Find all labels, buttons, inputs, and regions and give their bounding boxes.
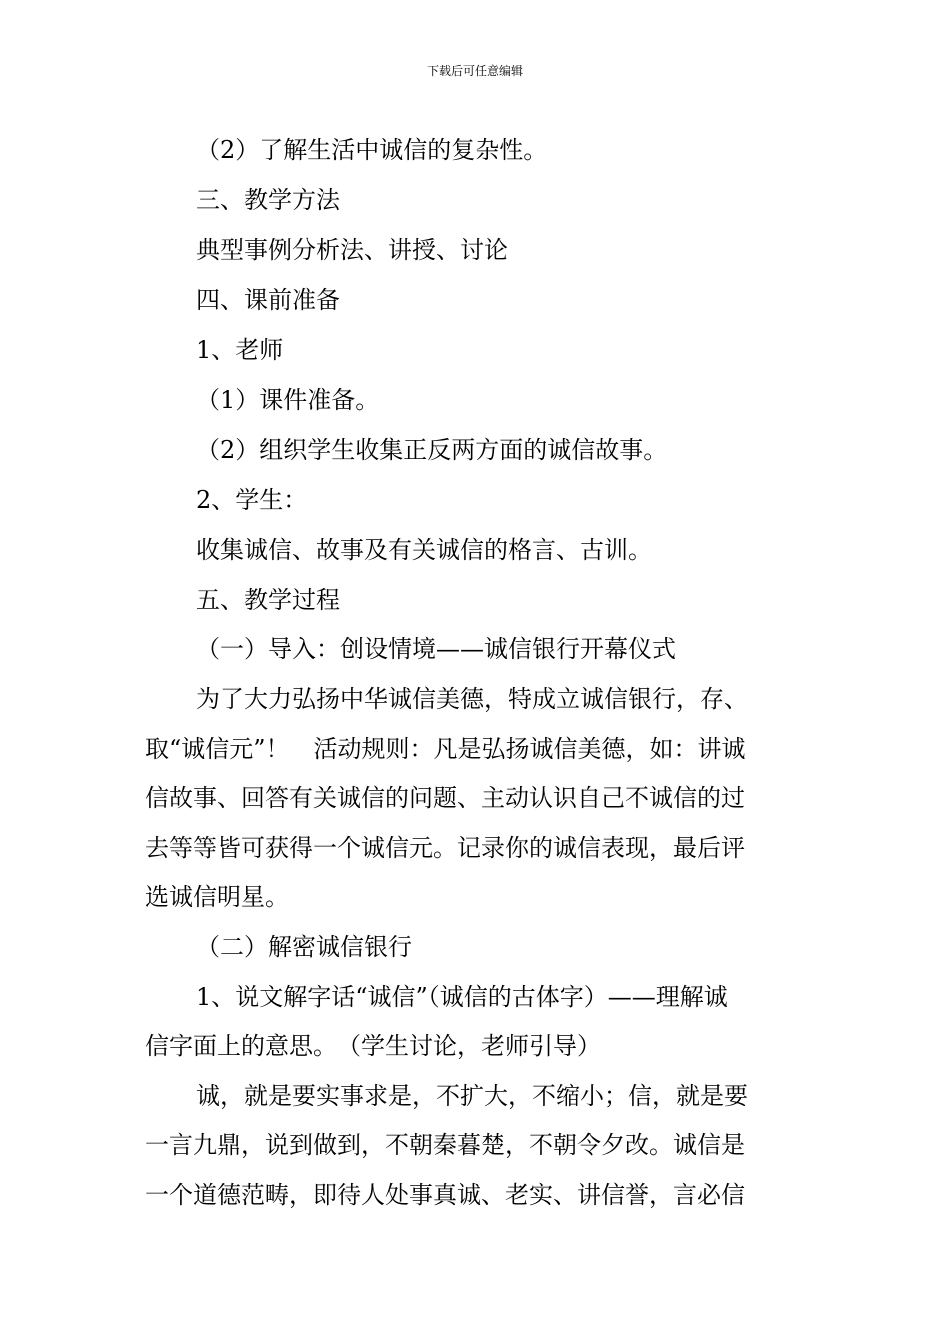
paragraph-line: 诚，就是要实事求是，不扩大，不缩小；信，就是要 bbox=[196, 1082, 748, 1110]
page-header: 下载后可任意编辑 bbox=[426, 64, 523, 78]
paragraph-line: 一个道德范畴，即待人处事真诚、老实、讲信誉，言必信 bbox=[145, 1181, 745, 1209]
paragraph-line: 取“诚信元”！ 活动规则：凡是弘扬诚信美德，如：讲诚 bbox=[145, 735, 746, 763]
text-line: 收集诚信、故事及有关诚信的格言、古训。 bbox=[196, 536, 652, 564]
text-line: 2、学生： bbox=[196, 486, 308, 514]
text-line: （2）组织学生收集正反两方面的诚信故事。 bbox=[196, 436, 668, 464]
text-line: 典型事例分析法、讲授、讨论 bbox=[196, 236, 508, 264]
text-line: （2）了解生活中诚信的复杂性。 bbox=[196, 136, 548, 164]
paragraph-line: 1、说文解字话“诚信”（诚信的古体字）——理解诚 bbox=[196, 983, 728, 1011]
paragraph-line: 去等等皆可获得一个诚信元。记录你的诚信表现，最后评 bbox=[145, 834, 745, 862]
paragraph-line: 一言九鼎，说到做到，不朝秦暮楚，不朝令夕改。诚信是 bbox=[145, 1131, 745, 1159]
paragraph-line: 信字面上的意思。 （学生讨论，老师引导） bbox=[145, 1032, 601, 1060]
text-line: （1）课件准备。 bbox=[196, 386, 380, 414]
subsection-heading: （二）解密诚信银行 bbox=[196, 933, 412, 961]
section-heading: 五、教学过程 bbox=[196, 586, 340, 614]
paragraph-line: 信故事、回答有关诚信的问题、主动认识自己不诚信的过 bbox=[145, 784, 745, 812]
paragraph-line: 选诚信明星。 bbox=[145, 883, 289, 911]
section-heading: 三、教学方法 bbox=[196, 186, 340, 214]
paragraph-line: 为了大力弘扬中华诚信美德，特成立诚信银行，存、 bbox=[196, 685, 748, 713]
text-line: 1、老师 bbox=[196, 336, 284, 364]
subsection-heading: （一）导入：创设情境——诚信银行开幕仪式 bbox=[196, 635, 676, 663]
section-heading: 四、课前准备 bbox=[196, 286, 340, 314]
